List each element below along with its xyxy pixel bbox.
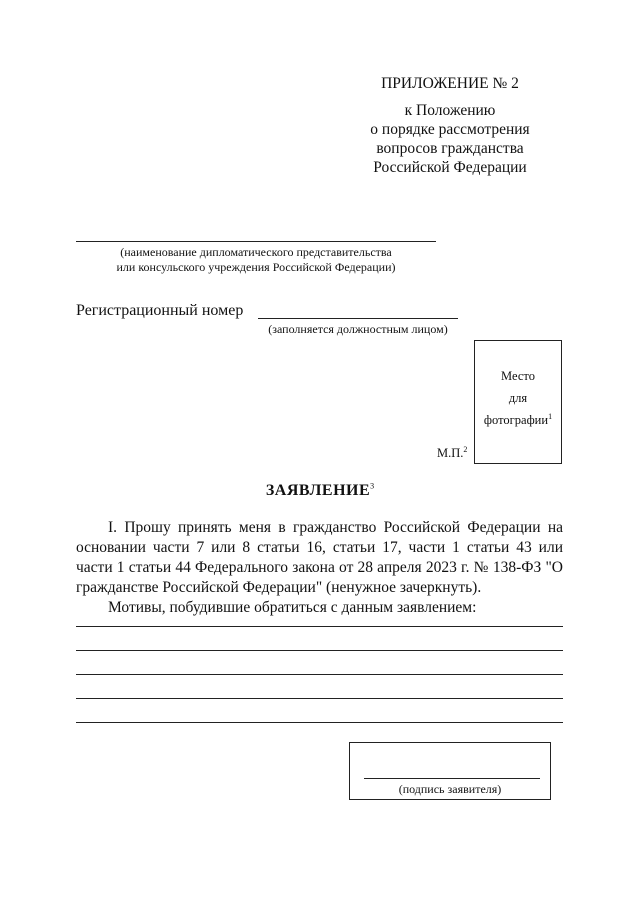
mission-caption-line: или консульского учреждения Российской Федерации) — [116, 259, 396, 274]
motive-line[interactable] — [76, 626, 563, 627]
registration-number-field[interactable] — [258, 318, 458, 319]
photo-placeholder — [474, 340, 562, 464]
motive-line[interactable] — [76, 674, 563, 675]
document-title — [0, 482, 640, 500]
footnote-mark: 3 — [370, 481, 375, 491]
photo-label-line: для — [508, 391, 528, 405]
signature-caption: (подпись заявителя) — [398, 782, 502, 796]
photo-label-line: Место — [501, 369, 535, 383]
appendix-header — [350, 74, 550, 177]
mission-caption-line: (наименование дипломатического представительства — [120, 245, 392, 259]
mission-name-field[interactable] — [76, 241, 436, 242]
title-text: ЗАЯВЛЕНИЕ — [265, 482, 371, 499]
motives-paragraph: Мотивы, побудившие обратиться с данным заявлением: — [108, 599, 477, 616]
appendix-line: вопросов гражданства — [376, 140, 524, 157]
seal-mark — [437, 446, 467, 461]
appendix-line: к Положению — [404, 102, 496, 119]
registration-label: Регистрационный номер — [76, 302, 244, 319]
motive-line[interactable] — [76, 698, 563, 699]
request-paragraph: I. Прошу принять меня в гражданство Российской Федерации на основании части 7 или 8 статьи 16, статьи 17, части 1 статьи 43 или части 1 статьи 44 Федерального закона от 28 апреля 2023 г. № 138-ФЗ "О гражданстве Российской Федерации" (ненужное зачеркнуть). — [76, 519, 563, 596]
motive-line[interactable] — [76, 650, 563, 651]
mission-caption — [76, 245, 436, 274]
footnote-mark: 1 — [548, 411, 553, 421]
motive-line[interactable] — [76, 722, 563, 723]
photo-label-line — [475, 409, 561, 431]
photo-label-text: фотографии — [483, 413, 549, 427]
registration-caption: (заполняется должностным лицом) — [268, 322, 448, 336]
signature-field[interactable] — [364, 778, 540, 779]
footnote-mark: 2 — [463, 444, 468, 454]
application-body — [76, 518, 563, 618]
appendix-line: о порядке рассмотрения — [370, 121, 530, 138]
appendix-number: ПРИЛОЖЕНИЕ № 2 — [381, 75, 519, 92]
appendix-line: Российской Федерации — [373, 159, 527, 176]
seal-label: М.П. — [437, 446, 464, 460]
